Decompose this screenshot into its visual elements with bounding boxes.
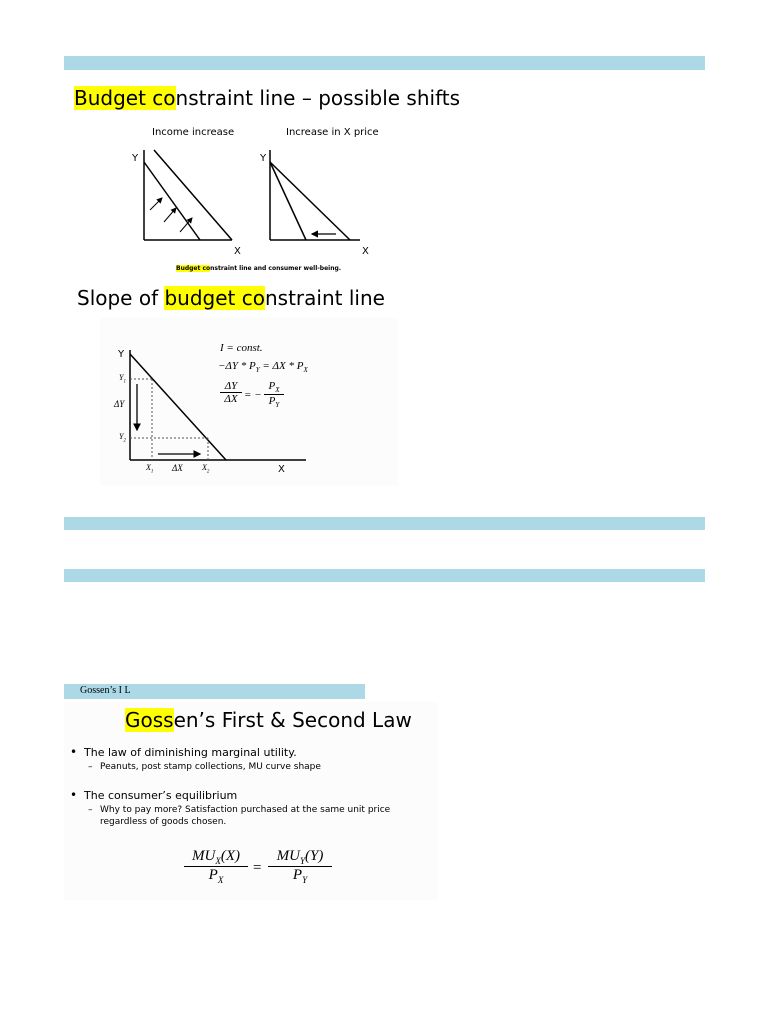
header-band-2: [64, 569, 705, 582]
bullet-2-sub: – Why to pay more? Satisfaction purchased at the same unit price regardless of goods chosen.: [64, 804, 434, 828]
formula-line1: I = const.: [220, 342, 263, 354]
slope-y-label: Y: [118, 349, 125, 360]
left-budget-line-1: [144, 162, 200, 240]
slope-panel: [100, 318, 398, 486]
gossen-bullets: [64, 746, 434, 828]
equilibrium-right-frac: $MU_Y(Y)$ $P_Y$: [268, 848, 332, 885]
section-label: Gossen’s I L: [80, 685, 131, 696]
right-budget-line-1: [270, 162, 350, 240]
right-x-label: X: [362, 246, 369, 257]
shift-arrow-1: [150, 198, 162, 210]
left-y-label: Y: [132, 153, 139, 164]
shift-arrow-2: [164, 208, 176, 222]
formula-eq: = −: [244, 389, 262, 401]
formula-frac-left: ΔY ΔX: [220, 380, 242, 405]
equilibrium-eq: =: [252, 860, 263, 876]
slope-budget-line: [130, 354, 226, 460]
bullet-1: • The law of diminishing marginal utility.: [64, 746, 434, 759]
left-x-label: X: [234, 246, 241, 257]
formula-frac-right: $P_X$ $P_Y$: [264, 380, 284, 409]
delta-y-label: ΔY: [114, 399, 125, 409]
formula-line2: $-\Delta Y * P_Y = \Delta X * P_X$: [218, 360, 308, 375]
right-y-label: Y: [260, 153, 267, 164]
bullet-2: • The consumer’s equilibrium: [64, 789, 434, 802]
gossen-panel: [64, 702, 438, 900]
x1-label: $X_1$: [146, 463, 154, 475]
header-band-1: [64, 56, 705, 70]
y2-label: $Y_2$: [119, 432, 126, 444]
y1-label: $Y_1$: [119, 373, 126, 385]
x2-label: $X_2$: [202, 463, 210, 475]
right-budget-line-2: [270, 162, 306, 240]
left-budget-line-2: [154, 150, 232, 240]
bullet-1-sub: – Peanuts, post stamp collections, MU curve shape: [64, 761, 434, 773]
section-label-band: [64, 684, 365, 699]
slide1-title: Budget constraint line – possible shifts: [74, 86, 461, 110]
slide3-title: Gossen’s First & Second Law: [125, 708, 412, 732]
slide2-title: Slope of budget constraint line: [77, 286, 385, 310]
equilibrium-left-frac: $MU_X(X)$ $P_X$: [184, 848, 248, 885]
right-graph-title: Increase in X price: [286, 127, 379, 138]
footer-band-1: [64, 517, 705, 530]
slide1-caption: Budget constraint line and consumer well-being.: [176, 265, 342, 272]
delta-x-label: ΔX: [172, 463, 183, 473]
slope-x-label: X: [278, 464, 285, 475]
left-graph-title: Income increase: [152, 127, 235, 138]
